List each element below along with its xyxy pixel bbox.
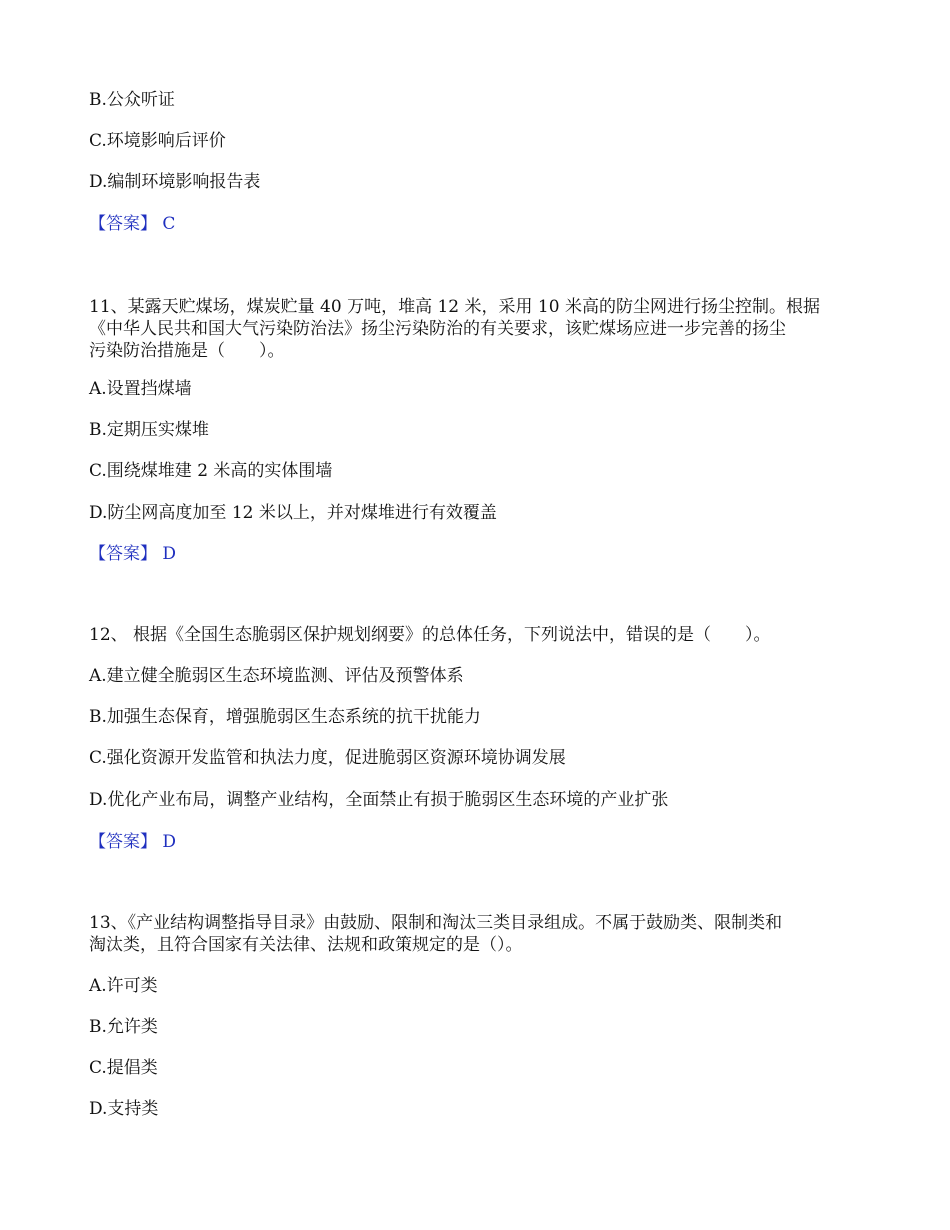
q10-option-c: C.环境影响后评价 [89,131,226,151]
q11-stem-line-3: 污染防治措施是（ ）。 [89,341,285,361]
q11-option-a: A.设置挡煤墙 [89,379,192,399]
q10-answer: 【答案】 C [89,214,176,234]
q10-option-b: B.公众听证 [89,90,175,110]
q11-option-d: D.防尘网高度加至 12 米以上，并对煤堆进行有效覆盖 [89,503,497,523]
q11-stem [89,296,859,362]
q12-option-b: B.加强生态保育，增强脆弱区生态系统的抗干扰能力 [89,707,481,727]
q11-option-c: C.围绕煤堆建 2 米高的实体围墙 [89,461,333,481]
q13-option-c: C.提倡类 [89,1058,158,1078]
q13-option-d: D.支持类 [89,1099,159,1119]
q12-answer: 【答案】 D [89,832,177,852]
q11-answer: 【答案】 D [89,544,177,564]
q11-option-b: B.定期压实煤堆 [89,420,209,440]
q13-option-a: A.许可类 [89,976,158,996]
q13-stem [89,912,859,956]
q12-option-c: C.强化资源开发监管和执法力度，促进脆弱区资源环境协调发展 [89,748,566,768]
q12-option-a: A.建立健全脆弱区生态环境监测、评估及预警体系 [89,666,464,686]
q12-option-d: D.优化产业布局，调整产业结构，全面禁止有损于脆弱区生态环境的产业扩张 [89,790,669,810]
q13-option-b: B.允许类 [89,1017,158,1037]
q12-stem-line-1: 12、 根据《全国生态脆弱区保护规划纲要》的总体任务，下列说法中，错误的是（ ）。 [89,625,771,645]
q13-stem-line-2: 淘汰类，且符合国家有关法律、法规和政策规定的是（）。 [89,935,523,955]
q11-stem-line-2: 《中华人民共和国大气污染防治法》扬尘污染防治的有关要求，该贮煤场应进一步完善的扬尘 [89,319,786,339]
q13-stem-line-1: 13、《产业结构调整指导目录》由鼓励、限制和淘汰三类目录组成。不属于鼓励类、限制类和 [89,913,783,933]
q11-stem-line-1: 11、某露天贮煤场，煤炭贮量 40 万吨，堆高 12 米，采用 10 米高的防尘网进行扬尘控制。根据 [89,297,820,317]
q12-stem [89,624,859,646]
q10-option-d: D.编制环境影响报告表 [89,172,261,192]
